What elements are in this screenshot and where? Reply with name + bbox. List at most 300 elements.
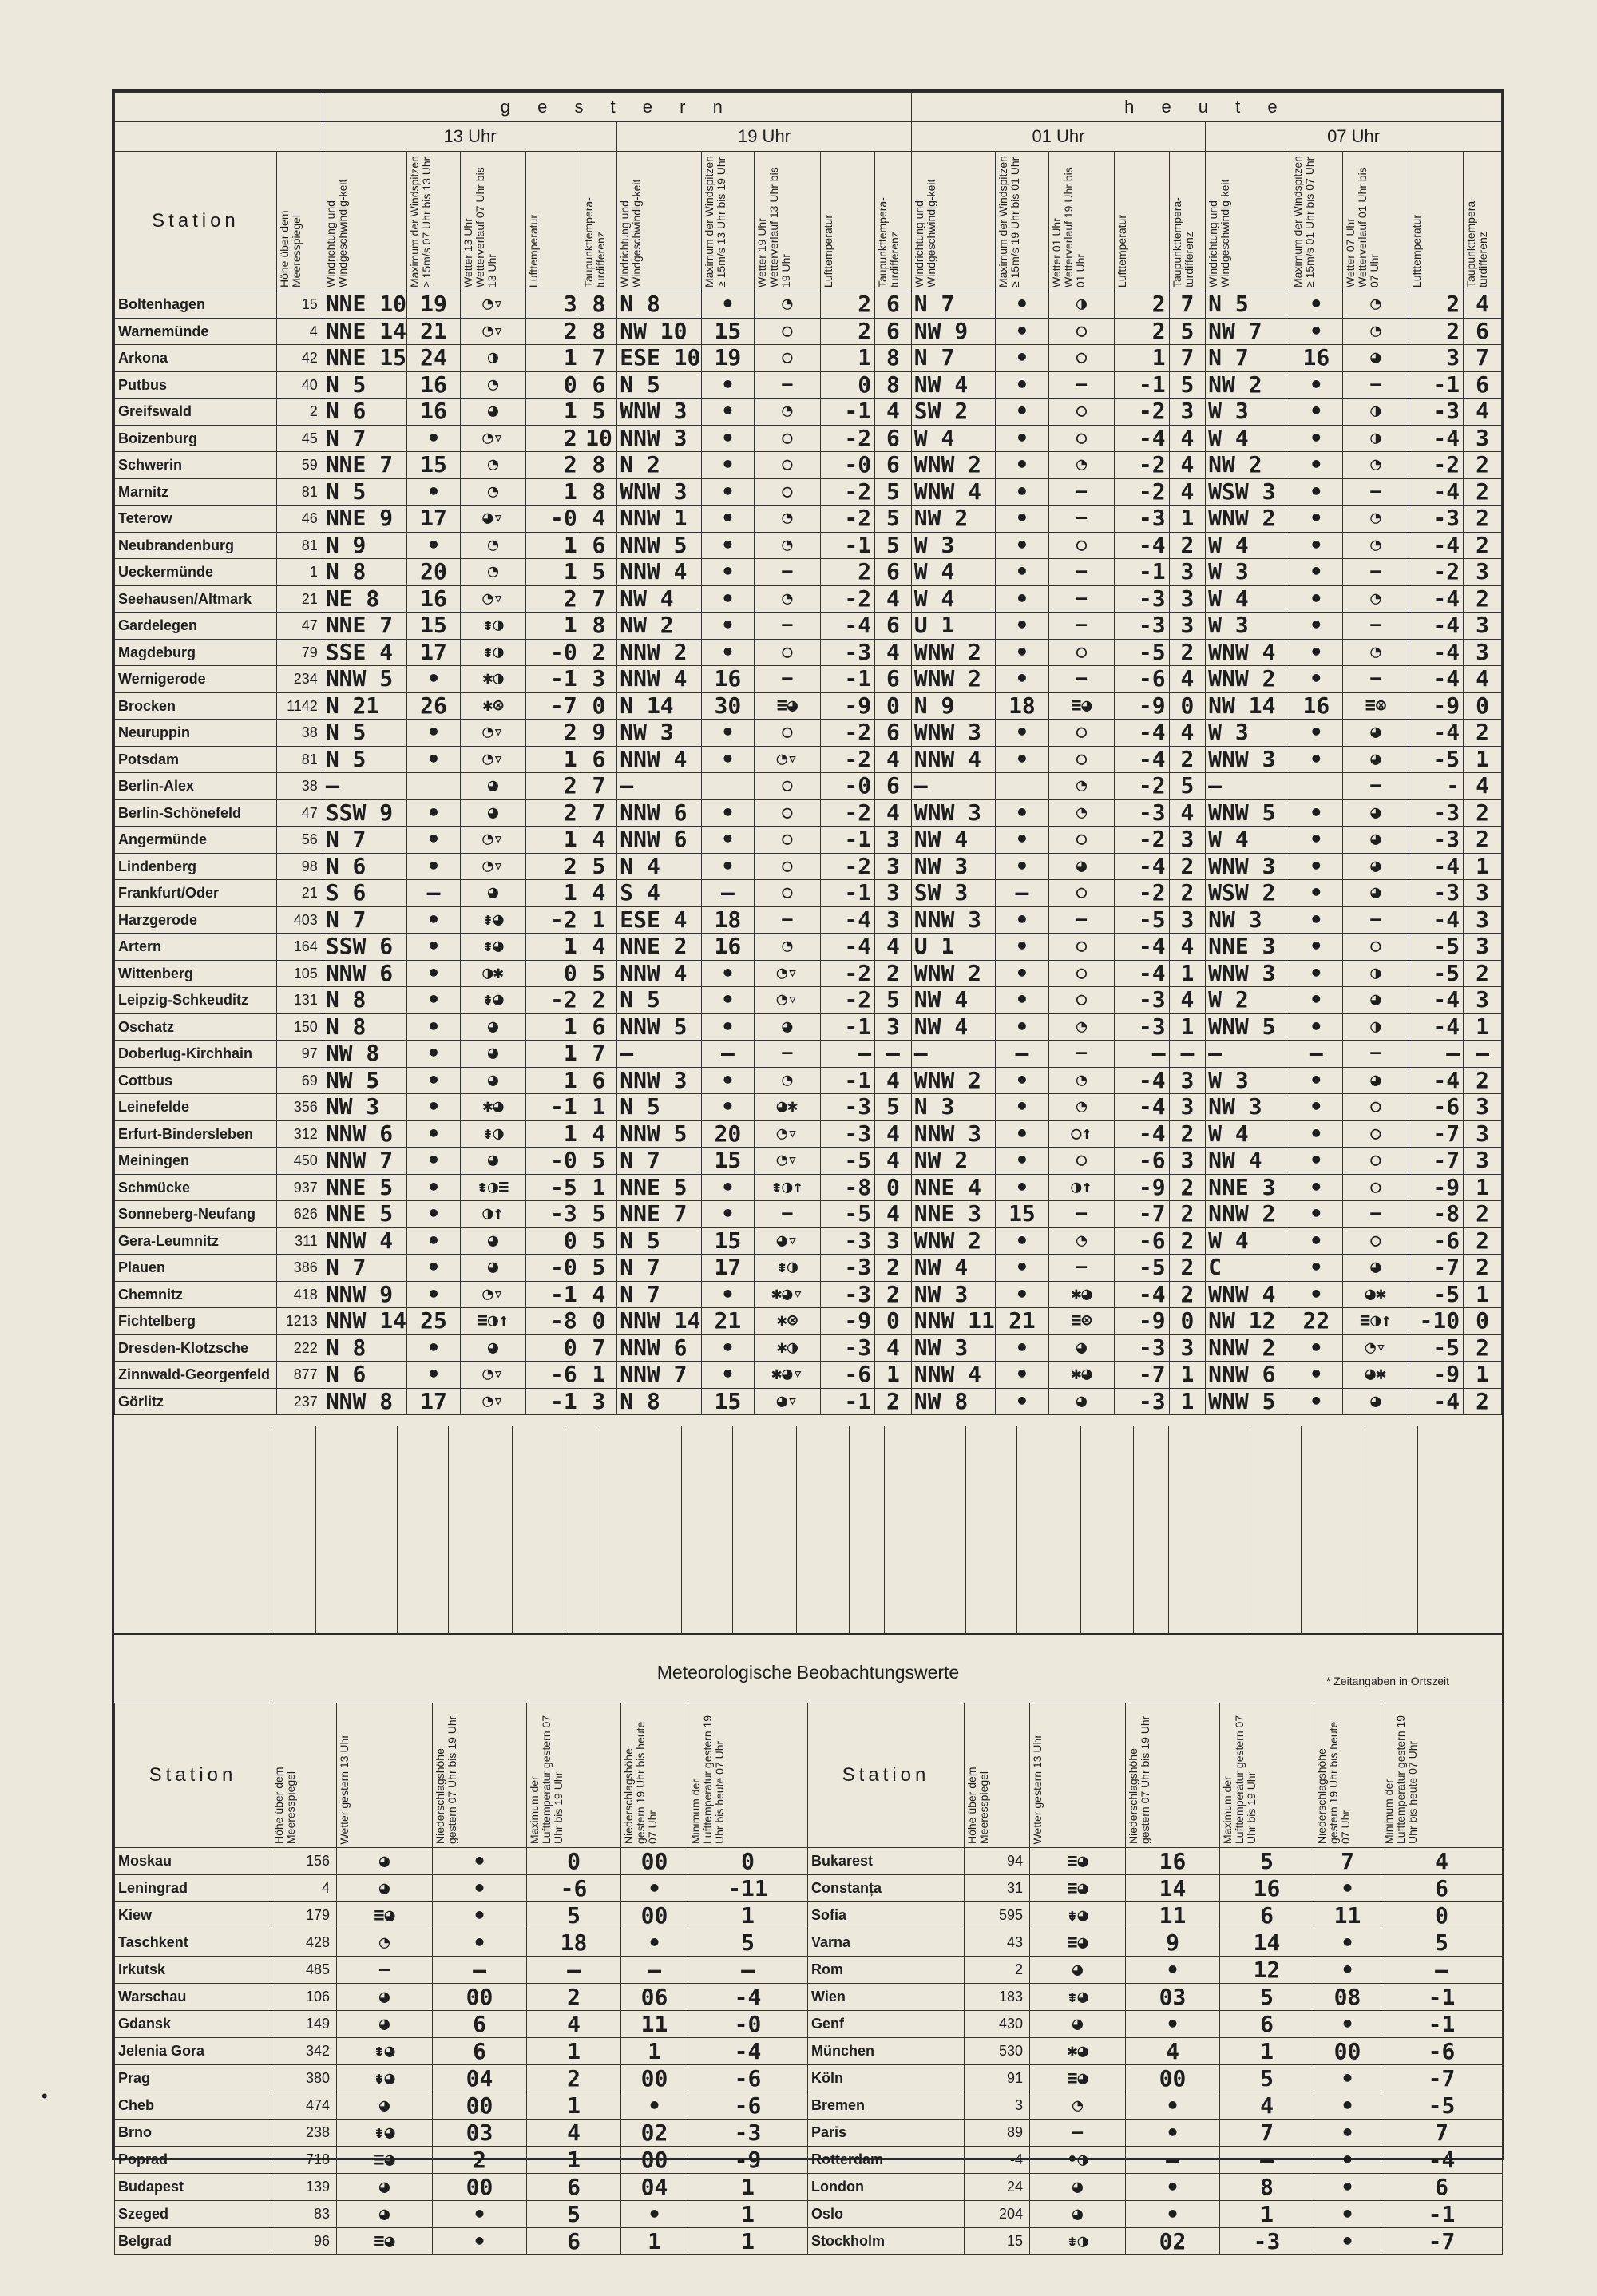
header-gestern: g e s t e r n [323, 93, 911, 122]
table-cell: 530 [965, 2038, 1030, 2065]
table-cell: -2 [1115, 478, 1169, 506]
table-cell: NW 8 [911, 1388, 996, 1415]
table-cell: WNW 3 [1206, 853, 1290, 880]
table-cell: -4 [1409, 1388, 1463, 1415]
table-cell: • [1290, 452, 1342, 479]
table-cell: 06 [621, 1984, 688, 2011]
table-cell: 5 [581, 1227, 617, 1255]
table-cell: N 7 [323, 1255, 407, 1282]
table-cell: • [701, 1334, 754, 1362]
table-cell: 2 [526, 585, 581, 613]
table-cell: NNW 14 [323, 1308, 407, 1335]
table-cell: 1 [526, 345, 581, 372]
table-cell: 04 [433, 2065, 527, 2092]
col-header-p1-0: Windrichtung und Windgeschwindig-keit [323, 152, 407, 291]
table-cell: 4 [875, 799, 912, 827]
station-name: Gera-Leumnitz [115, 1227, 277, 1255]
station-altitude: 877 [276, 1362, 323, 1389]
table-cell: N 7 [1206, 345, 1290, 372]
table-cell: • [407, 1041, 460, 1068]
table-cell: -2 [1115, 827, 1169, 854]
table-cell: -3 [820, 1281, 874, 1308]
table-cell: ◔▿ [755, 1148, 821, 1175]
table-cell: 4 [875, 934, 912, 961]
table-cell: -1 [820, 880, 874, 907]
table-cell: -3 [1115, 613, 1169, 640]
table-cell: -1 [820, 1067, 874, 1094]
station-altitude: 46 [276, 506, 323, 533]
table-cell: • [1126, 2174, 1220, 2201]
table-cell: • [1290, 1201, 1342, 1228]
table-cell: 6 [527, 2228, 621, 2255]
table-cell: • [1290, 371, 1342, 399]
table-cell: -3 [1220, 2228, 1314, 2255]
table-cell: -7 [1115, 1362, 1169, 1389]
table-cell: ◕ [1342, 1067, 1409, 1094]
period-07-uhr: 07 Uhr [1206, 122, 1502, 152]
table-cell: • [1290, 559, 1342, 586]
table-cell: ◕ [1342, 720, 1409, 747]
table-cell: • [1290, 1255, 1342, 1282]
table-cell: -3 [820, 1255, 874, 1282]
table-cell: N 3 [911, 1094, 996, 1121]
table-cell: • [407, 532, 460, 559]
table-cell: -5 [1409, 1334, 1463, 1362]
table-cell: • [621, 2092, 688, 2120]
table-cell: 2 [1464, 1067, 1502, 1094]
table-cell: -1 [526, 1094, 581, 1121]
col-header-p4-4: Taupunkttempera-turdifferenz [1464, 152, 1502, 291]
grid-line [1016, 1426, 1017, 1633]
table-cell: 18 [701, 906, 754, 934]
table-cell: -7 [526, 692, 581, 720]
table-cell: 1 [526, 1067, 581, 1094]
city-name: Gdansk [115, 2011, 271, 2038]
grid-line [512, 1426, 513, 1633]
table-cell: -4 [1409, 613, 1463, 640]
table-cell: 00 [621, 2147, 688, 2174]
table-cell: N 8 [617, 1388, 702, 1415]
table-cell: ◑ [1342, 960, 1409, 987]
city-name: Cheb [115, 2092, 271, 2120]
table-cell: -1 [526, 666, 581, 693]
table-cell: 2 [526, 720, 581, 747]
table-cell: 0 [875, 1174, 912, 1201]
table-cell: W 4 [911, 585, 996, 613]
col-header-p2-1: Maximum der Windspitzen ≥ 15m/s 13 Uhr bis 19 Uhr [701, 152, 754, 291]
bottom-col-header: Minimum der Lufttemperatur gestern 19 Uhr bis heute 07 Uhr [688, 1703, 808, 1848]
table-cell: – [527, 1957, 621, 1984]
table-row [808, 1984, 1503, 2011]
table-cell: 1 [527, 2092, 621, 2120]
table-cell: 4 [875, 399, 912, 426]
station-name: Seehausen/Altmark [115, 585, 277, 613]
table-cell: 2 [1169, 1255, 1206, 1282]
table-cell: -4 [965, 2147, 1030, 2174]
table-cell: ◔ [1048, 1013, 1115, 1041]
table-cell: ◕ [460, 1067, 526, 1094]
table-cell: -4 [820, 906, 874, 934]
table-cell: ◑↑ [1048, 1174, 1115, 1201]
table-cell: ✱⊗ [460, 692, 526, 720]
table-row [115, 452, 1502, 479]
international-table-right [807, 1703, 1503, 2255]
table-cell: 2 [1464, 506, 1502, 533]
table-cell: WNW 2 [911, 1227, 996, 1255]
table-cell: NW 2 [1206, 371, 1290, 399]
table-cell: -4 [1115, 425, 1169, 452]
table-cell: NW 4 [911, 827, 996, 854]
table-cell: ○ [1048, 345, 1115, 372]
table-cell: 5 [581, 1255, 617, 1282]
table-cell: 2 [527, 1984, 621, 2011]
table-cell: ◔ [460, 559, 526, 586]
table-cell: ◕ [337, 2174, 433, 2201]
table-cell: 30 [701, 692, 754, 720]
table-cell: NNW 4 [617, 559, 702, 586]
station-name: Doberlug-Kirchhain [115, 1041, 277, 1068]
station-name: Arkona [115, 345, 277, 372]
table-cell: ○↑ [1048, 1120, 1115, 1148]
grid-line [732, 1426, 733, 1633]
table-cell: -2 [820, 720, 874, 747]
table-cell: 4 [875, 746, 912, 773]
table-cell: ◑ [1342, 399, 1409, 426]
table-cell: 03 [433, 2120, 527, 2147]
bottom-col-header: Niederschlagshöhe gestern 19 Uhr bis heute 07 Uhr [1314, 1703, 1381, 1848]
table-cell: 02 [621, 2120, 688, 2147]
table-cell: ◔▿ [755, 960, 821, 987]
table-cell: -0 [820, 452, 874, 479]
table-cell: -2 [820, 853, 874, 880]
table-cell: • [433, 1875, 527, 1902]
table-cell: -4 [1409, 720, 1463, 747]
table-cell: NNW 5 [617, 1120, 702, 1148]
table-cell: 3 [875, 1013, 912, 1041]
table-cell: -4 [1115, 720, 1169, 747]
table-cell: – [1342, 773, 1409, 800]
table-row [115, 345, 1502, 372]
table-cell: 0 [875, 1308, 912, 1335]
table-cell: ◕ [337, 2092, 433, 2120]
bottom-col-header: Niederschlagshöhe gestern 19 Uhr bis heute 07 Uhr [621, 1703, 688, 1848]
table-cell: • [701, 720, 754, 747]
table-cell: -3 [820, 1094, 874, 1121]
table-cell: WNW 2 [911, 1067, 996, 1094]
table-cell: ◕ [460, 1013, 526, 1041]
table-cell: – [1048, 506, 1115, 533]
table-cell: 0 [820, 371, 874, 399]
table-cell: -8 [526, 1308, 581, 1335]
table-row [115, 1902, 808, 1929]
table-cell: 16 [1220, 1875, 1314, 1902]
table-cell: 08 [1314, 1984, 1381, 2011]
table-row [115, 1227, 1502, 1255]
station-altitude: 21 [276, 880, 323, 907]
table-cell: • [1290, 746, 1342, 773]
table-cell: ◔ [755, 399, 821, 426]
table-cell: 2 [1464, 720, 1502, 747]
station-name: Cottbus [115, 1067, 277, 1094]
table-cell: – [1206, 773, 1290, 800]
table-cell: ◔▿ [460, 827, 526, 854]
table-cell: • [1314, 2174, 1381, 2201]
table-cell: 4 [875, 1201, 912, 1228]
table-row [808, 1875, 1503, 1902]
table-cell: • [701, 532, 754, 559]
table-cell: 2 [527, 2065, 621, 2092]
table-cell: ≡◕ [1030, 1875, 1126, 1902]
table-cell: • [1290, 1362, 1342, 1389]
station-altitude: 97 [276, 1041, 323, 1068]
table-cell: -4 [1115, 853, 1169, 880]
station-name: Lindenberg [115, 853, 277, 880]
table-cell: WNW 3 [911, 799, 996, 827]
table-cell: 3 [875, 880, 912, 907]
table-cell: WNW 4 [1206, 1281, 1290, 1308]
table-cell: -4 [820, 613, 874, 640]
table-cell: - [1409, 773, 1463, 800]
table-cell: -6 [1409, 1094, 1463, 1121]
table-cell: • [996, 532, 1048, 559]
table-cell: 3 [1464, 987, 1502, 1014]
table-cell: 6 [875, 452, 912, 479]
table-cell: 1 [526, 559, 581, 586]
table-cell: 5 [1220, 1984, 1314, 2011]
table-cell: N 6 [323, 1362, 407, 1389]
table-cell: 1 [1220, 2038, 1314, 2065]
table-cell: – [1342, 666, 1409, 693]
city-name: Genf [808, 2011, 965, 2038]
table-cell: ◕ [1030, 2011, 1126, 2038]
station-altitude: 222 [276, 1334, 323, 1362]
table-cell: ◔▿ [460, 1281, 526, 1308]
station-altitude: 4 [276, 318, 323, 345]
table-row [115, 1281, 1502, 1308]
table-cell: 00 [1126, 2065, 1220, 2092]
table-cell: 7 [581, 773, 617, 800]
table-cell: 2 [875, 1388, 912, 1415]
table-cell: 2 [526, 853, 581, 880]
table-cell: • [407, 1362, 460, 1389]
table-cell: ○ [1048, 318, 1115, 345]
table-row [115, 1174, 1502, 1201]
table-cell: -7 [1381, 2065, 1503, 2092]
city-name: Bremen [808, 2092, 965, 2120]
table-cell: ⇟◕ [1030, 1984, 1126, 2011]
table-cell: NNW 9 [323, 1281, 407, 1308]
table-cell: • [996, 559, 1048, 586]
table-cell: • [701, 371, 754, 399]
table-cell: 00 [433, 2092, 527, 2120]
table-cell: • [1290, 425, 1342, 452]
table-cell: ◔ [1048, 799, 1115, 827]
city-name: London [808, 2174, 965, 2201]
grid-line [796, 1426, 797, 1633]
table-cell: 2 [1115, 291, 1169, 319]
table-cell: 2 [1464, 478, 1502, 506]
table-row [115, 1929, 808, 1957]
table-cell: ◔ [1030, 2092, 1126, 2120]
table-cell: -8 [1409, 1201, 1463, 1228]
table-cell: WNW 2 [1206, 506, 1290, 533]
table-cell: 1 [1115, 345, 1169, 372]
station-header: Station [115, 152, 277, 291]
col-header-p1-1: Maximum der Windspitzen ≥ 15m/s 07 Uhr bis 13 Uhr [407, 152, 460, 291]
table-cell: WNW 5 [1206, 799, 1290, 827]
table-cell: • [996, 934, 1048, 961]
table-cell: ◕ [337, 1848, 433, 1875]
station-altitude: 69 [276, 1067, 323, 1094]
table-cell: -3 [1409, 880, 1463, 907]
table-cell: 4 [581, 506, 617, 533]
table-cell: • [996, 746, 1048, 773]
table-cell: -6 [1115, 666, 1169, 693]
table-cell: 5 [581, 399, 617, 426]
table-cell: 1 [526, 478, 581, 506]
table-row [115, 934, 1502, 961]
table-cell: • [433, 2201, 527, 2228]
table-row [115, 371, 1502, 399]
table-cell: 7 [581, 799, 617, 827]
table-cell: – [820, 1041, 874, 1068]
table-cell: – [755, 613, 821, 640]
table-row [115, 1388, 1502, 1415]
table-cell: • [407, 799, 460, 827]
table-cell: 15 [407, 452, 460, 479]
table-cell: • [701, 613, 754, 640]
table-cell: • [1290, 613, 1342, 640]
table-cell: -7 [1115, 1201, 1169, 1228]
table-cell: • [1290, 1334, 1342, 1362]
table-cell: 15 [701, 1227, 754, 1255]
station-observations-table [114, 92, 1502, 1415]
table-cell: • [1290, 1227, 1342, 1255]
table-cell: 8 [875, 371, 912, 399]
table-cell: W 3 [1206, 559, 1290, 586]
table-cell: • [407, 746, 460, 773]
city-name: Brno [115, 2120, 271, 2147]
table-cell: – [1115, 1041, 1169, 1068]
station-name: Leipzig-Schkeuditz [115, 987, 277, 1014]
table-cell: 3 [1464, 559, 1502, 586]
table-cell: • [996, 478, 1048, 506]
city-name: Wien [808, 1984, 965, 2011]
table-cell: 6 [1464, 371, 1502, 399]
col-header-p3-1: Maximum der Windspitzen ≥ 15m/s 19 Uhr bis 01 Uhr [996, 152, 1048, 291]
table-cell: ◔ [460, 452, 526, 479]
table-row [115, 1120, 1502, 1148]
table-cell: 24 [965, 2174, 1030, 2201]
station-name: Teterow [115, 506, 277, 533]
table-cell: NW 14 [1206, 692, 1290, 720]
bottom-title: Meteorologische Beobachtungswerte [656, 1662, 960, 1683]
table-cell: 3 [1464, 934, 1502, 961]
bottom-station-header: Station [808, 1703, 965, 1848]
table-row [115, 880, 1502, 907]
table-row [808, 1957, 1503, 1984]
station-altitude: 450 [276, 1148, 323, 1175]
table-cell: -4 [1115, 934, 1169, 961]
table-cell: ◕✱ [1342, 1362, 1409, 1389]
col-header-p3-0: Windrichtung und Windgeschwindig-keit [911, 152, 996, 291]
table-cell: -2 [1115, 452, 1169, 479]
table-cell: • [1290, 1094, 1342, 1121]
table-cell: ◕ [1048, 853, 1115, 880]
table-cell: -8 [820, 1174, 874, 1201]
table-cell: 14 [1220, 1929, 1314, 1957]
table-cell: -9 [1409, 1362, 1463, 1389]
table-cell: – [1342, 613, 1409, 640]
table-cell: -1 [820, 1388, 874, 1415]
city-name: Stockholm [808, 2228, 965, 2255]
table-cell: NNW 5 [617, 1013, 702, 1041]
station-altitude: 386 [276, 1255, 323, 1282]
table-row [115, 1094, 1502, 1121]
bottom-col-header: Niederschlagshöhe gestern 07 Uhr bis 19 Uhr [433, 1703, 527, 1848]
table-cell: 1 [527, 2038, 621, 2065]
table-row [115, 1308, 1502, 1335]
table-cell: • [1290, 318, 1342, 345]
table-cell: -9 [1409, 1174, 1463, 1201]
grid-line [397, 1426, 398, 1633]
table-cell: -3 [1115, 1013, 1169, 1041]
table-cell: 16 [1290, 345, 1342, 372]
table-cell: 595 [965, 1902, 1030, 1929]
col-header-p1-3: Lufttemperatur [526, 152, 581, 291]
table-cell: N 7 [911, 291, 996, 319]
table-cell: W 4 [1206, 1120, 1290, 1148]
table-cell: W 2 [1206, 987, 1290, 1014]
table-cell: ◕ [337, 1984, 433, 2011]
table-cell: NW 4 [1206, 1148, 1290, 1175]
table-row [115, 1957, 808, 1984]
table-cell: 4 [1220, 2092, 1314, 2120]
table-cell: • [1290, 906, 1342, 934]
table-cell: • [1314, 1875, 1381, 1902]
table-cell: 2 [1464, 585, 1502, 613]
table-cell: N 5 [617, 1227, 702, 1255]
table-cell: ◕ [1342, 987, 1409, 1014]
table-cell: • [407, 906, 460, 934]
table-cell: 20 [407, 559, 460, 586]
table-cell: N 4 [617, 853, 702, 880]
table-cell: 8 [581, 318, 617, 345]
table-cell: • [996, 1148, 1048, 1175]
table-cell: 4 [1464, 666, 1502, 693]
table-cell: ⇟◑≡ [460, 1174, 526, 1201]
table-row [115, 987, 1502, 1014]
table-cell: – [1048, 559, 1115, 586]
table-cell: 2 [1409, 318, 1463, 345]
table-cell: • [1126, 1957, 1220, 1984]
table-cell: – [1464, 1041, 1502, 1068]
table-cell: N 21 [323, 692, 407, 720]
table-cell: 20 [701, 1120, 754, 1148]
table-cell: N 8 [323, 987, 407, 1014]
table-cell: NW 10 [617, 318, 702, 345]
table-cell: 0 [1169, 692, 1206, 720]
table-row [115, 2038, 808, 2065]
table-cell: 6 [433, 2011, 527, 2038]
table-cell: NNE 10 [323, 291, 407, 319]
table-cell: ◔▿ [460, 720, 526, 747]
table-cell: NW 7 [1206, 318, 1290, 345]
station-name: Boltenhagen [115, 291, 277, 319]
table-cell: ≡◕ [755, 692, 821, 720]
table-cell: 16 [407, 585, 460, 613]
table-cell: ○ [755, 799, 821, 827]
